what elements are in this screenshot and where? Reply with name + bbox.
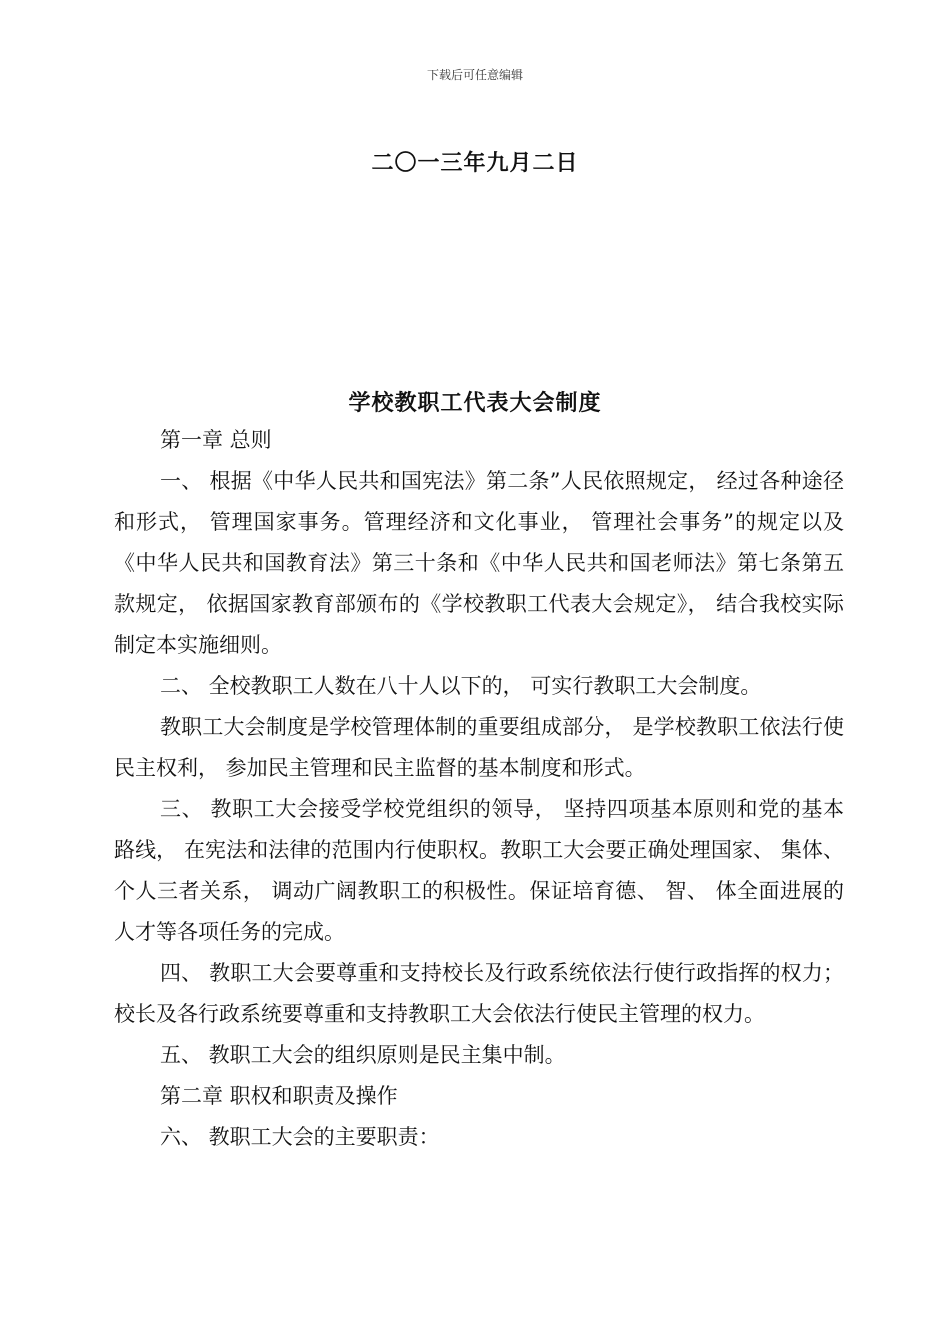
document-title: 学校教职工代表大会制度 — [348, 390, 602, 416]
document-body — [114, 420, 844, 1158]
paragraph-article-6: 六、 教职工大会的主要职责： — [160, 1125, 440, 1149]
paragraph-article-2-detail: 教职工大会制度是学校管理体制的重要组成部分， 是学校教职工依法行使民主权利， 参加民主管理和民主监督的基本制度和形式。 — [114, 715, 844, 780]
chapter-heading-1: 第一章 总则 — [160, 428, 272, 452]
document-date: 二〇一三年九月二日 — [371, 150, 579, 176]
header-note: 下载后可任意编辑 — [426, 68, 523, 82]
paragraph-article-3: 三、 教职工大会接受学校党组织的领导， 坚持四项基本原则和党的基本路线， 在宪法和法律的范围内行使职权。教职工大会要正确处理国家、 集体、 个人三者关系， 调动广阔教职工的积极性。保证培育德、 智、 体全面进展的人才等各项任务的完成。 — [114, 797, 844, 944]
paragraph-article-5: 五、 教职工大会的组织原则是民主集中制。 — [160, 1043, 566, 1067]
paragraph-article-1: 一、 根据《中华人民共和国宪法》第二条”人民依照规定， 经过各种途径和形式， 管理国家事务。管理经济和文化事业， 管理社会事务”的规定以及《中华人民共和国教育法》第三十条和《中华人民共和国老师法》第七条第五款规定， 依据国家教育部颁布的《学校教职工代表大会规定》， 结合我校实际制定本实施细则。 — [114, 469, 844, 657]
chapter-heading-2: 第二章 职权和职责及操作 — [160, 1084, 398, 1108]
paragraph-article-4: 四、 教职工大会要尊重和支持校长及行政系统依法行使行政指挥的权力； 校长及各行政系统要尊重和支持教职工大会依法行使民主管理的权力。 — [114, 961, 844, 1026]
paragraph-article-2: 二、 全校教职工人数在八十人以下的， 可实行教职工大会制度。 — [160, 674, 762, 698]
